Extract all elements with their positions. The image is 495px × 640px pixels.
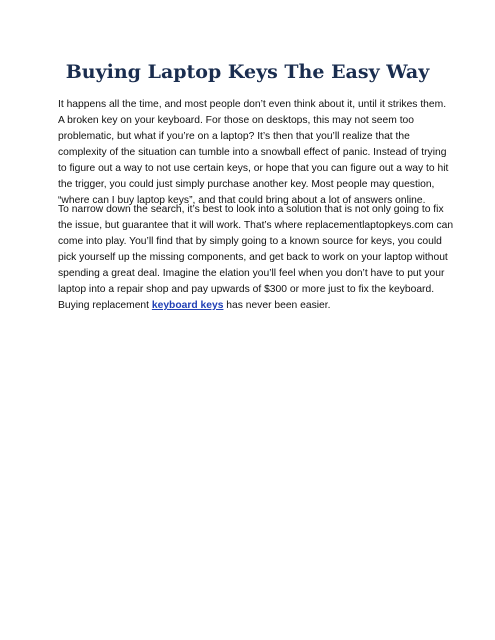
- paragraph-line: laptop into a repair shop and pay upwards of $300 or more just to fix the keyboard.: [58, 284, 435, 295]
- paragraph-line: To narrow down the search, it’s best to look into a solution that is not only going to fix: [58, 204, 444, 215]
- last-line-text-before: Buying replacement: [58, 300, 152, 311]
- paragraph-1: [58, 97, 449, 209]
- paragraph-line: A broken key on your keyboard. For those on desktops, this may not seem too: [58, 115, 415, 126]
- paragraph-line: spending a great deal. Imagine the elation you’ll feel when you don’t have to put your: [58, 268, 445, 279]
- paragraph-last-line: [58, 298, 442, 314]
- paragraph-line: pick yourself up the missing components, and get back to work on your laptop without: [58, 252, 448, 263]
- paragraph-line: It happens all the time, and most people don’t even think about it, until it strikes them.: [58, 99, 447, 110]
- paragraph-line: the trigger, you could just simply purchase another key. Most people may question,: [58, 179, 435, 190]
- paragraph-line: to figure out a way to not use certain keys, or hope that you can figure out a way to hit: [58, 163, 449, 174]
- paragraph-line: come into play. You’ll find that by simply going to a known source for keys, you could: [58, 236, 442, 247]
- paragraph-line: complexity of the situation can tumble into a snowball effect of panic. Instead of trying: [58, 147, 447, 158]
- paragraph-line: the issue, but guarantee that it will work. That’s where replacementlaptopkeys.com can: [58, 220, 454, 231]
- document-title: Buying Laptop Keys The Easy Way: [65, 61, 430, 83]
- last-line-text-after: has never been easier.: [223, 300, 331, 311]
- paragraph-line: problematic, but what if you’re on a laptop? It’s then that you’ll realize that the: [58, 131, 410, 142]
- paragraph-line: “where can I buy laptop keys”, and that could bring about a lot of answers online.: [58, 195, 426, 206]
- paragraph-2: [58, 202, 454, 314]
- keyboard-keys-link[interactable]: keyboard keys: [151, 300, 224, 311]
